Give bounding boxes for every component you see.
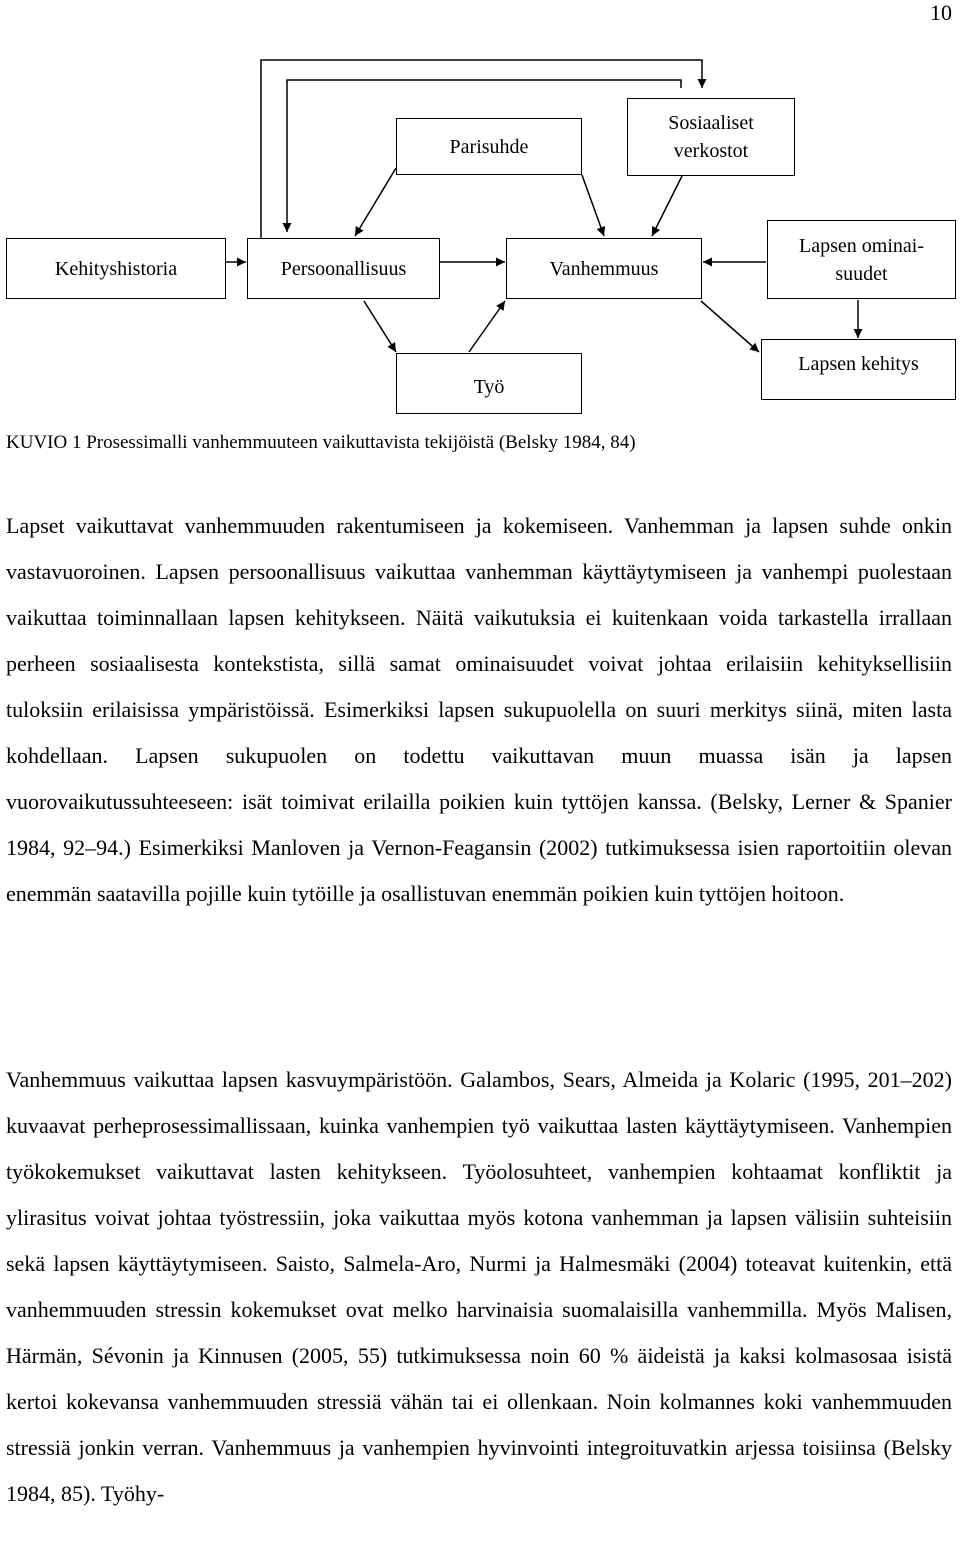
figure-caption: KUVIO 1 Prosessimalli vanhemmuuteen vaikuttavista tekijöistä (Belsky 1984, 84) [6, 432, 636, 453]
box-sosiaaliset-verkostot [627, 98, 795, 176]
box-lapsen-ominaisuudet [767, 220, 956, 299]
box-tyo-label: Työ [473, 376, 505, 398]
arrow-tyo-vanhemmuus [469, 301, 505, 352]
arrow-parisuhde-vanhemmuus [582, 175, 604, 236]
box-persoonallisuus-label: Persoonallisuus [280, 257, 407, 280]
box-vanhemmuus-label: Vanhemmuus [549, 257, 659, 280]
box-kehityshistoria-label: Kehityshistoria [54, 257, 178, 280]
box-sosiaaliset-label-line1: Sosiaaliset [668, 112, 754, 134]
arrow-persoonallisuus-tyo [364, 301, 396, 352]
box-persoonallisuus [247, 238, 440, 299]
paragraph-1: Lapset vaikuttavat vanhemmuuden rakentumiseen ja kokemiseen. Vanhemman ja lapsen suhde onkin vastavuoroinen. Lapsen persoonallisuus vaikuttaa vanhemman käyttäytymiseen ja vanhempi puolestaan vaikuttaa toiminnallaan lapsen kehitykseen. Näitä vaikutuksia ei kuitenkaan voida tarkastella irrallaan perheen sosiaalisesta kontekstista, sillä samat ominaisuudet voivat johtaa erilaisiin kehityksellisiin tuloksiin erilaisissa ympäristöissä. Esimerkiksi lapsen sukupuolella on suuri merkitys siinä, miten lasta kohdellaan. Lapsen sukupuolen on todettu vaikuttavan muun muassa isän ja lapsen vuorovaikutussuhteeseen: isät toimivat erilailla poikien kuin tyttöjen kanssa. (Belsky, Lerner & Spanier 1984, 92–94.) Esimerkiksi Manloven ja Vernon-Feagansin (2002) tutkimuksessa isien raportoitiin olevan enemmän saatavilla pojille kuin tytöille ja osallistuvan enemmän poikien kuin tyttöjen hoitoon. [6, 513, 952, 906]
box-lapsen-kehitys [761, 339, 956, 400]
box-vanhemmuus [506, 238, 702, 299]
box-lapsen-kehitys-label: Lapsen kehitys [798, 353, 919, 375]
box-ominaisuudet-label-line2: suudet [835, 262, 888, 285]
arrow-vanhemmuus-kehitys [701, 301, 759, 352]
box-parisuhde-label: Parisuhde [449, 135, 529, 158]
arrow-sosiaaliset-vanhemmuus [652, 176, 682, 236]
arrow-parisuhde-persoonallisuus [355, 168, 396, 236]
page-number: 10 [930, 0, 952, 25]
paragraph-2: Vanhemmuus vaikuttaa lapsen kasvuympäristöön. Galambos, Sears, Almeida ja Kolaric (1995, 201–202) kuvaavat perheprosessimallissaan, kuinka vanhempien työ vaikuttaa lasten käyttäytymiseen. Vanhempien työkokemukset vaikuttavat lasten kehitykseen. Työolosuhteet, vanhempien kohtaamat konfliktit ja ylirasitus voivat johtaa työstressiin, joka vaikuttaa myös kotona vanhemman ja lapsen välisiin suhteisiin sekä lapsen käyttäytymiseen. Saisto, Salmela-Aro, Nurmi ja Halmesmäki (2004) toteavat kuitenkin, että vanhemmuuden stressin kokemukset ovat melko harvinaisia suomalaisilla vanhemmilla. Myös Malisen, Härmän, Sévonin ja Kinnusen (2005, 55) tutkimuksessa noin 60 % äideistä ja kaksi kolmasosaa isistä kertoi kokevansa vanhemmuuden stressiä vähän tai ei ollenkaan. Noin kolmannes koki vanhemmuuden stressiä jonkin verran. Vanhemmuus ja vanhempien hyvinvointi integroituvatkin arjessa toisiinsa (Belsky 1984, 85). Työhy- [6, 1067, 952, 1506]
box-kehityshistoria [6, 238, 226, 299]
box-ominaisuudet-label-line1: Lapsen ominai- [799, 234, 924, 257]
box-parisuhde [396, 118, 582, 175]
box-sosiaaliset-label-line2: verkostot [673, 140, 749, 162]
box-tyo [396, 353, 582, 414]
